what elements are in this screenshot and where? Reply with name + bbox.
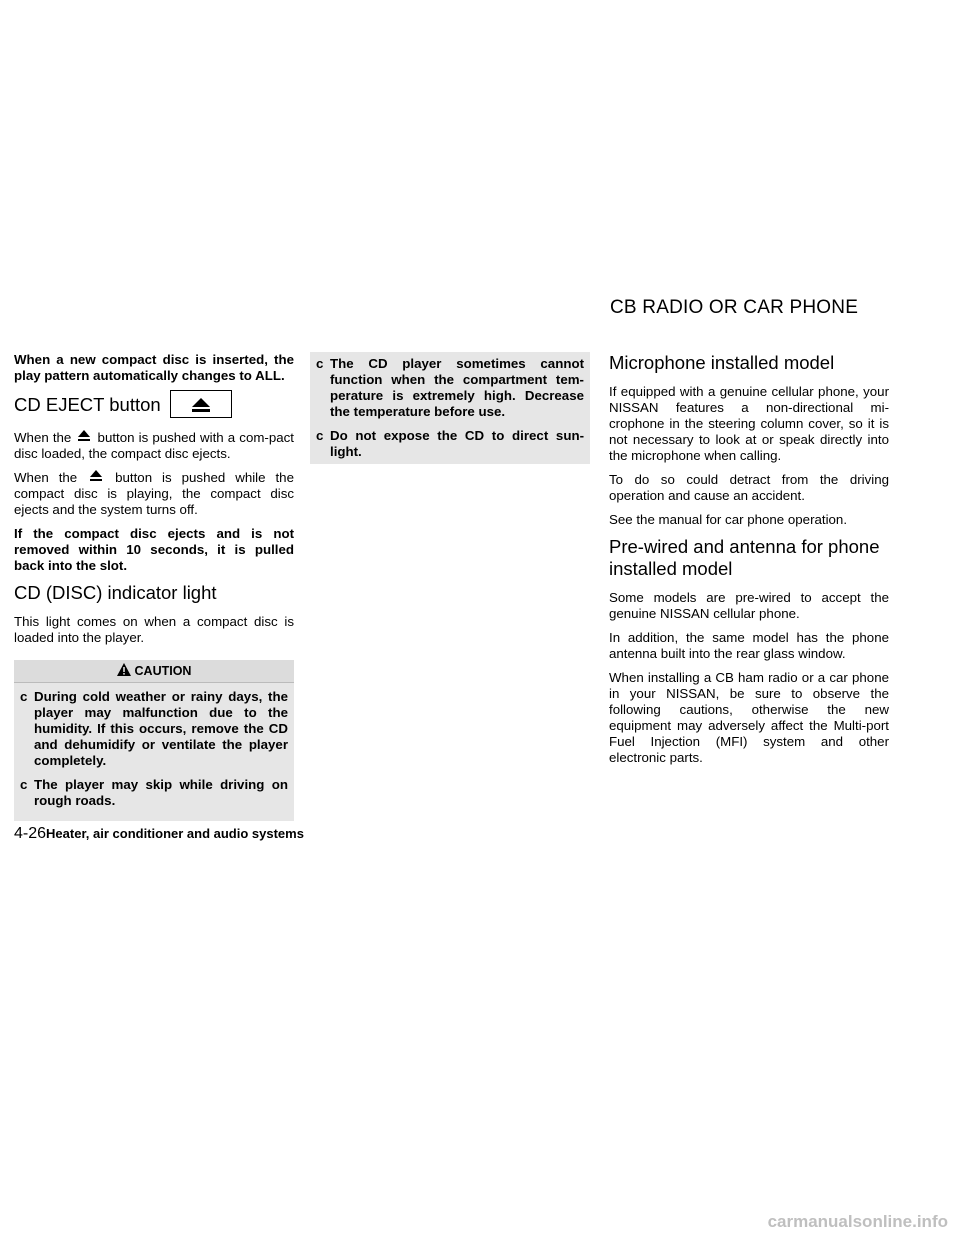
eject-button-symbol <box>170 390 232 418</box>
eject-icon <box>75 430 93 444</box>
section-header: CB RADIO OR CAR PHONE <box>610 297 859 318</box>
eject-icon <box>191 397 211 413</box>
column-left <box>14 352 294 821</box>
mic-paragraph-2: To do so could detract from the driving operation and cause an accident. <box>609 472 889 503</box>
bullet-mark: c <box>316 356 324 371</box>
mic-paragraph-1: If equipped with a genuine cellular phone, your NISSAN features a non-directional mi-crophone in the steering column cover, so it is not necessary to look at or speak directly into the microphone when calling. <box>609 384 889 463</box>
prewired-paragraph-3: When installing a CB ham radio or a car phone in your NISSAN, be sure to observe the following cautions, otherwise the new equipment may adversely affect the Multi-port Fuel Injection (MFI) system and other electronic parts. <box>609 670 889 765</box>
watermark: carmanualsonline.info <box>767 1212 948 1231</box>
eject-icon <box>87 470 105 484</box>
indicator-heading: CD (DISC) indicator light <box>14 582 217 603</box>
caution-item <box>20 689 288 769</box>
indicator-text: This light comes on when a compact disc is loaded into the player. <box>14 614 294 645</box>
caution-header <box>14 660 294 683</box>
caution-item <box>316 356 584 420</box>
eject-p1-end: button is pushed with a com-pact disc loaded, the compact disc ejects. <box>14 430 294 461</box>
prewired-paragraph-1: Some models are pre-wired to accept the genuine NISSAN cellular phone. <box>609 590 889 621</box>
caution-item <box>20 777 288 809</box>
bullet-mark: c <box>20 689 28 704</box>
warning-triangle-icon <box>117 663 131 676</box>
caution-item-text: The player may skip while driving on rough roads. <box>34 777 288 808</box>
bullet-mark: c <box>316 428 324 443</box>
caution-body <box>14 683 294 821</box>
eject-p1-start: When the <box>14 430 72 445</box>
caution-item-text: Do not expose the CD to direct sun-light. <box>330 428 584 459</box>
column-middle <box>310 352 590 464</box>
column-right <box>609 352 889 774</box>
caution-item-text: During cold weather or rainy days, the player may malfunction due to the humidity. If this occurs, remove the CD and dehumidify or ventilate the player completely. <box>34 689 288 768</box>
intro-note: When a new compact disc is inserted, the play pattern automatically changes to ALL. <box>14 352 294 383</box>
prewired-paragraph-2: In addition, the same model has the phone antenna built into the rear glass window. <box>609 630 889 661</box>
caution-item-text: The CD player sometimes cannot function when the compartment tem-perature is extremely high. Decrease the temperature before use. <box>330 356 584 419</box>
eject-paragraph-2 <box>14 470 294 518</box>
page-number: 4-26 <box>14 825 47 842</box>
eject-paragraph-1 <box>14 430 294 462</box>
cd-eject-heading-text: CD EJECT button <box>14 393 161 415</box>
mic-paragraph-3: See the manual for car phone operation. <box>609 512 848 527</box>
microphone-heading: Microphone installed model <box>609 352 835 373</box>
chapter-title: Heater, air conditioner and audio systems <box>46 826 304 841</box>
caution-continued-box <box>310 352 590 464</box>
eject-p2-start: When the <box>14 470 78 485</box>
eject-p2-end: button is pushed while the compact disc is playing, the compact disc ejects and the system turns off. <box>14 470 294 517</box>
eject-warning: If the compact disc ejects and is not removed within 10 seconds, it is pulled back into the slot. <box>14 526 294 573</box>
cd-eject-heading <box>14 392 294 420</box>
prewired-heading: Pre-wired and antenna for phone installed model <box>609 536 880 579</box>
page-footer <box>14 825 304 843</box>
bullet-mark: c <box>20 777 28 792</box>
caution-title: CAUTION <box>134 664 192 678</box>
caution-item <box>316 428 584 460</box>
